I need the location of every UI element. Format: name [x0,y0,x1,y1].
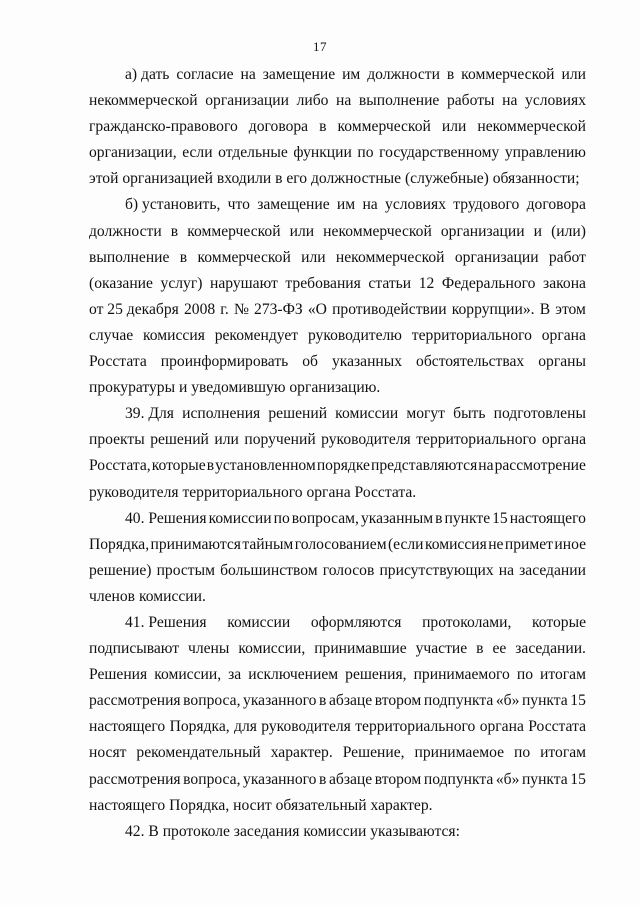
text-line [89,819,586,845]
word: тайным [242,535,294,553]
word: проинформировать [160,353,289,371]
word: Порядка, [169,718,230,736]
text-line [89,610,586,636]
word: комиссия [143,326,205,344]
word: 15 [570,692,586,710]
word: «б» [495,770,520,788]
word: выполнение [358,92,440,110]
word: в [476,640,484,658]
word: требования [285,274,361,292]
word: принимаемое [414,744,505,762]
text-line [89,767,586,793]
word: им [336,196,356,214]
word: территориального [416,431,537,449]
word: некоммерческой [477,118,586,136]
word: б) установить, [125,196,221,214]
text-line [89,114,586,140]
text-line [89,62,586,88]
word: Решение, [342,744,405,762]
text-line [89,219,586,245]
word: закона [543,274,586,292]
word: нарушают [210,274,278,292]
word: 42. В протоколе заседания комиссии указываются: [125,822,460,840]
word: в [319,770,327,788]
text-line [89,740,586,766]
word: 15 [492,509,508,527]
text-line [89,245,586,271]
word: подготовлены [493,405,586,423]
paragraph-a [89,62,586,192]
word: замещение [262,66,336,83]
word: трудового [453,196,520,214]
word: втором [374,770,422,788]
word: поручений [244,431,316,449]
word: условиях [385,196,446,214]
word: 12 [418,274,435,292]
word: в [206,457,215,475]
word: организации, [89,144,177,162]
word: должности [89,222,162,240]
word: 15 [570,770,586,788]
word: коммерческой [461,66,555,83]
word: настоящего Порядка, носит обязательный характер. [89,796,433,814]
paragraph-40 [89,506,586,610]
word: что [227,196,250,214]
text-line [89,480,586,506]
word: 2008 [183,300,216,318]
word: быть [453,405,486,423]
word: в [170,222,179,240]
word: абзаце [328,770,373,788]
word: гражданско-правового [89,118,238,136]
word: руководителю [307,326,402,344]
text-line [89,375,586,401]
word: территориального [355,718,476,736]
word: этой организацией входили в его должностные (служебные) обязанности; [89,170,580,188]
word: присутствующих [379,561,494,579]
word: органа [479,718,524,736]
word: коммерческой [337,118,431,136]
word: или [289,222,315,240]
word: голосов [322,561,375,579]
word: на [478,457,494,475]
word: обстоятельствах [416,353,525,371]
text-line [89,714,586,740]
text-line [89,140,586,166]
word: рассмотрения [89,770,181,788]
word: заседании. [515,640,586,658]
word: установленном [215,457,316,475]
word: Порядка, [89,535,150,553]
word: которые [532,613,586,631]
word: за [228,666,242,684]
word: в [435,509,443,527]
word: пункта [521,770,568,788]
word: указанным [360,509,434,527]
word: прокуратуры и уведомившую организацию. [89,379,381,397]
word: коррупции». [451,300,535,318]
word: Росстата [89,353,147,371]
word: В [539,300,551,318]
text-line [89,532,586,558]
word: управлению [504,144,586,162]
word: пункте [444,509,491,527]
word: рекомендательный [136,744,261,762]
word: выполнение [89,248,170,266]
word: членов комиссии. [89,587,206,605]
word: в [446,66,455,83]
word: протоколами, [422,613,512,631]
word: отдельные [218,144,288,162]
word: исполнения [182,405,261,423]
word: услуг) [160,274,203,292]
word: абзаце [328,692,373,710]
word: указанного [243,692,317,710]
word: пункта [521,692,568,710]
word: по [513,744,531,762]
word: решение) [89,561,152,579]
word: на [502,92,518,110]
page-number: 17 [313,39,327,54]
word: статьи [368,274,412,292]
word: Росстата [528,718,586,736]
word: принимаются [150,535,241,553]
word: на [498,561,515,579]
word: некоммерческой [89,92,198,110]
word: иное [554,535,586,553]
word: замещение [257,196,330,214]
text-line [89,584,586,610]
word: вопросам, [291,509,359,527]
word: итогам [540,744,586,762]
text-line [89,271,586,297]
paragraph-42 [89,819,586,845]
word: комиссии [227,613,291,631]
word: если [182,144,213,162]
word: функции [293,144,352,162]
word: комиссии, [238,640,306,658]
word: комиссии [208,509,272,527]
word: этом [555,300,586,318]
word: указанного [243,770,317,788]
word: (если [387,535,424,553]
word: 41. Решения [125,613,207,631]
word: работ [548,248,586,266]
word: голосованием [294,535,387,553]
word: или [441,118,467,136]
word: руководителя [321,431,411,449]
word: решения, [345,666,407,684]
word: рассмотрения [89,692,181,710]
word: согласие [176,66,234,83]
word: № [233,300,249,318]
text-line [89,192,586,218]
text-line [89,688,586,714]
word: в [319,692,327,710]
word: «О [307,300,327,318]
word: подпункта [423,692,494,710]
word: организации [440,222,525,240]
word: решений [150,431,209,449]
word: рассмотрение [494,457,586,475]
word: противодействии [332,300,447,318]
word: комиссии, [154,666,222,684]
word: решений [268,405,328,423]
word: Федерального [441,274,536,292]
word: органа [541,431,586,449]
word: ее [492,640,507,658]
word: втором [374,692,422,710]
word: принимавшие [314,640,407,658]
word: организации [205,92,289,110]
word: «б» [495,692,520,710]
word: могут [406,405,446,423]
word: не [488,535,504,553]
word: носят [89,744,127,762]
word: принимаемого [413,666,510,684]
word: от 25 декабря [89,300,179,318]
word: им [342,66,361,83]
document-body [89,62,586,845]
word: (или) [551,222,586,240]
word: руководителя территориального органа Росстата. [89,483,417,501]
word: комиссии [335,405,399,423]
word: или [561,66,586,83]
word: большинством [220,561,318,579]
word: или [301,248,326,266]
word: договора [248,118,309,136]
paragraph-39 [89,401,586,505]
text-line [89,349,586,375]
word: на [336,92,352,110]
word: г. [220,300,229,318]
word: органа [541,326,586,344]
word: в [179,248,188,266]
word: условиях [525,92,586,110]
word: простым [156,561,215,579]
word: по [273,509,290,527]
text-line [89,427,586,453]
word: проекты [89,431,145,449]
word: участие [415,640,468,658]
word: случае [89,326,134,344]
text-line [89,636,586,662]
word: указанных [331,353,403,371]
word: примет [504,535,553,553]
text-line [89,558,586,584]
text-line [89,297,586,323]
word: коммерческой [197,248,291,266]
text-line [89,166,586,192]
word: организации [454,248,539,266]
paragraph-41 [89,610,586,819]
word: комиссия [424,535,487,553]
word: по [516,666,533,684]
word: итогам [540,666,586,684]
word: подписывают [89,640,180,658]
text-line [89,793,586,819]
word: руководителя [261,718,351,736]
text-line [89,88,586,114]
word: Решения [89,666,148,684]
text-line [89,401,586,427]
text-line [89,662,586,688]
text-line [89,506,586,532]
word: подпункта [423,770,494,788]
word: 40. Решения [125,509,207,527]
text-line [89,323,586,349]
word: либо [296,92,329,110]
word: об [302,353,318,371]
word: (оказание [89,274,153,292]
word: которые [151,457,206,475]
word: территориального [411,326,532,344]
word: государственному [379,144,500,162]
word: коммерческой [187,222,281,240]
word: а) дать [125,66,170,83]
word: некоммерческой [323,222,432,240]
word: некоммерческой [335,248,445,266]
word: настоящего [89,718,166,736]
word: или [214,431,239,449]
paragraph-b [89,192,586,401]
word: Росстата, [89,457,151,475]
word: вопроса, [183,770,241,788]
word: оформляются [310,613,402,631]
word: по [357,144,374,162]
word: представляются [370,457,478,475]
word: должности [367,66,440,83]
word: исключением [248,666,339,684]
word: на [362,196,378,214]
word: работы [446,92,495,110]
word: 39. Для [125,405,174,423]
word: рекомендует [214,326,299,344]
word: настоящего [509,509,586,527]
word: договора [526,196,586,214]
word: порядке [316,457,370,475]
word: заседании [519,561,586,579]
text-line [89,453,586,479]
word: характер. [270,744,333,762]
word: органы [538,353,586,371]
word: на [240,66,256,83]
word: и [533,222,542,240]
word: вопроса, [183,692,241,710]
word: в [319,118,327,136]
word: члены [188,640,230,658]
word: 273-ФЗ [254,300,303,318]
word: для [234,718,257,736]
